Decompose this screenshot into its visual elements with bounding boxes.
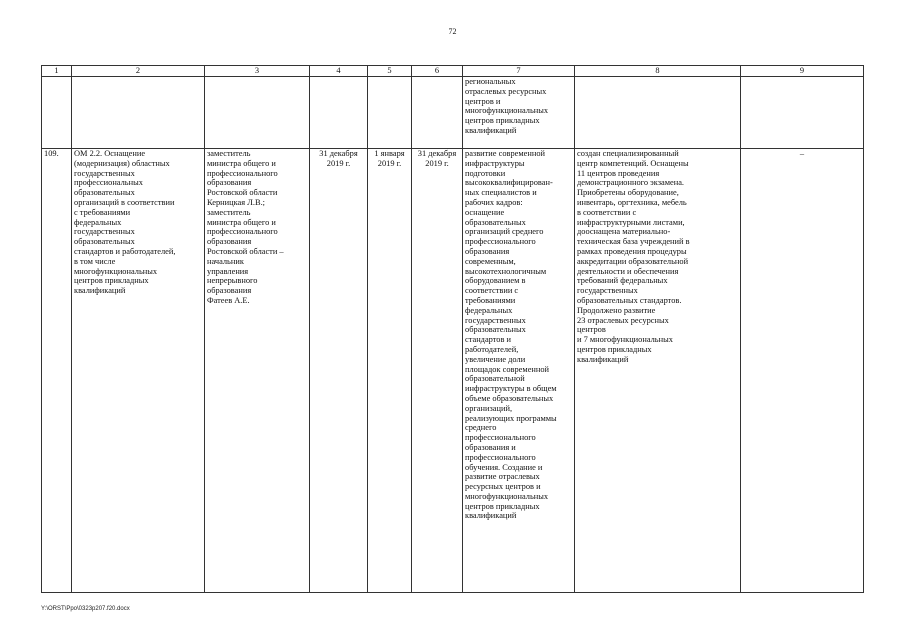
- cont-cell-1: [42, 77, 72, 149]
- cont-cell-5: [368, 77, 412, 149]
- header-col-4: 4: [310, 66, 368, 77]
- row-activity-name: ОМ 2.2. Оснащение (модернизация) областных государственных профессиональных образовательных организаций в соответствии с требованиями федеральных государственных образовательных стандартов и работодателей, в том числе многофункциональных центров прикладных квалификаций: [72, 149, 205, 593]
- header-col-5: 5: [368, 66, 412, 77]
- header-col-9: 9: [741, 66, 864, 77]
- table-header-row: [42, 66, 864, 77]
- cont-cell-6: [412, 77, 463, 149]
- row-note: –: [741, 149, 864, 593]
- cont-cell-4: [310, 77, 368, 149]
- cont-expected-result: региональных отраслевых ресурсных центров и многофункциональных центров прикладных квалификаций: [463, 77, 575, 149]
- header-col-1: 1: [42, 66, 72, 77]
- cont-cell-9: [741, 77, 864, 149]
- row-actual-result: создан специализированный центр компетенций. Оснащены 11 центров проведения демонстрационного экзамена. Приобретены оборудование, инвентарь, оргтехника, мебель в соответствии с инфраструктурными листами, дооснащена материально- техническая база учреждений в рамках проведения процедуры аккредитации образовательной деятельности и обеспечения требований федеральных государственных образовательных стандартов. Продолжено развитие 23 отраслевых ресурсных центров и 7 многофункциональных центров прикладных квалификаций: [575, 149, 741, 593]
- row-number: 109.: [42, 149, 72, 593]
- header-col-2: 2: [72, 66, 205, 77]
- header-col-8: 8: [575, 66, 741, 77]
- cont-cell-8: [575, 77, 741, 149]
- row-date-end: 31 декабря 2019 г.: [412, 149, 463, 593]
- cont-cell-3: [205, 77, 310, 149]
- cont-cell-2: [72, 77, 205, 149]
- continuation-row: [42, 77, 864, 149]
- header-col-7: 7: [463, 66, 575, 77]
- row-date-planned: 31 декабря 2019 г.: [310, 149, 368, 593]
- row-responsible: заместитель министра общего и профессионального образования Ростовской области Керницкая Л.В.; заместитель министра общего и профессионального образования Ростовской области – начальник управления непрерывного образования Фатеев А.Е.: [205, 149, 310, 593]
- row-expected-result: развитие современной инфраструктуры подготовки высококвалифицирован- ных специалистов и рабочих кадров: оснащение образовательных организаций среднего профессионального образования современным, высокотехнологичным оборудованием в соответствии с требованиями федеральных государственных образовательных стандартов и работодателей, увеличение доли площадок современной образовательной инфраструктуры в общем объеме образовательных организаций, реализующих программы среднего профессионального образования и профессионального обучения. Создание и развитие отраслевых ресурсных центров и многофункциональных центров прикладных квалификаций: [463, 149, 575, 593]
- header-col-3: 3: [205, 66, 310, 77]
- page-number: 72: [448, 27, 457, 36]
- report-table: [41, 65, 864, 593]
- header-col-6: 6: [412, 66, 463, 77]
- table-row: [42, 149, 864, 593]
- row-date-start: 1 января 2019 г.: [368, 149, 412, 593]
- footer-file-path: Y:\ORST\Ppo\0323p207.f20.docx: [41, 606, 130, 612]
